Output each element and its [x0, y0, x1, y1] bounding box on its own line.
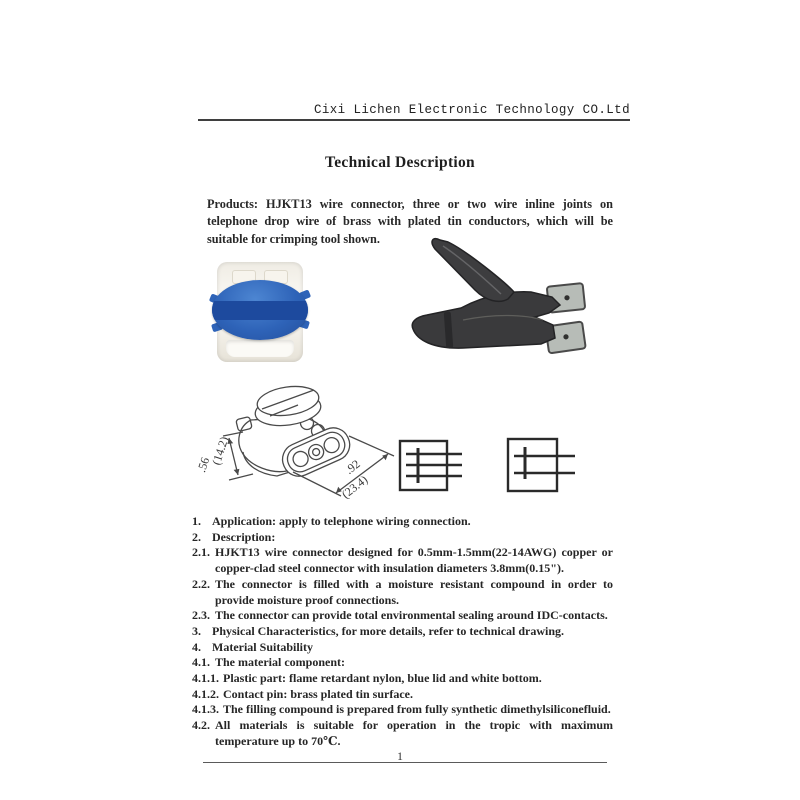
- list-item: [192, 530, 613, 546]
- list-item: [192, 545, 613, 576]
- list-item-number: 3.: [192, 623, 201, 638]
- company-name: Cixi Lichen Electronic Technology CO.Ltd: [313, 103, 630, 117]
- connector-sketch: [236, 383, 355, 482]
- schematic-two-wire: [508, 439, 575, 491]
- list-item: [192, 514, 613, 530]
- connector-skirt: [226, 340, 294, 357]
- technical-drawing: [185, 374, 620, 512]
- crimping-tool-photo: [403, 236, 595, 358]
- list-item: [192, 687, 613, 703]
- tool-body: [412, 292, 560, 348]
- list-item-number: 4.1.1.: [192, 671, 219, 686]
- connector-blue-lid: [212, 280, 308, 340]
- list-item-number: 4.1.2.: [192, 686, 219, 701]
- footer-rule: [203, 762, 607, 763]
- list-item-text: Description:: [212, 529, 276, 544]
- spec-list: [192, 514, 613, 750]
- list-item-text: The filling compound is prepared from fully synthetic dimethylsiliconefluid.: [223, 702, 611, 717]
- list-item-text: HJKT13 wire connector designed for 0.5mm-1.5mm(22-14AWG) copper or copper-clad steel connector with insulation diameters 3.8mm(0.15").: [215, 545, 613, 576]
- list-item-text: Material Suitability: [212, 639, 313, 654]
- list-item-number: 1.: [192, 514, 201, 528]
- company-header: [198, 103, 630, 121]
- list-item-text: Plastic part: flame retardant nylon, blue lid and white bottom.: [223, 671, 542, 686]
- list-item-text: All materials is suitable for operation in the tropic with maximum temperature up to 70℃.: [215, 718, 613, 748]
- list-item-number: 2.: [192, 529, 201, 544]
- list-item-text: The connector is filled with a moisture resistant compound in order to provide moisture proof connections.: [215, 576, 613, 607]
- list-item-text: The material component:: [215, 655, 345, 670]
- list-item: [192, 655, 613, 671]
- connector-lid-band: [212, 301, 308, 320]
- list-item: [192, 718, 613, 749]
- list-item-text: The connector can provide total environmental sealing around IDC-contacts.: [215, 608, 608, 623]
- dim-length-mm: (23.4): [338, 472, 371, 502]
- list-item: [192, 624, 613, 640]
- list-item-number: 2.3.: [192, 608, 210, 623]
- list-item-number: 2.2.: [192, 576, 210, 591]
- schematic-three-wire: [400, 441, 462, 490]
- list-item-number: 2.1.: [192, 545, 210, 560]
- list-item: [192, 671, 613, 687]
- list-item-number: 4.2.: [192, 718, 210, 733]
- products-paragraph: Products: HJKT13 wire connector, three or two wire inline joints on telephone drop wire of brass with plated tin conductors, which will be suitable for crimping tool shown.: [207, 197, 613, 246]
- list-item-text: Physical Characteristics, for more details, refer to technical drawing.: [212, 623, 565, 638]
- list-item-number: 4.1.3.: [192, 702, 219, 717]
- connector-photo: [212, 259, 308, 365]
- page-number: 1: [397, 749, 403, 763]
- list-item: [192, 577, 613, 608]
- list-item: [192, 702, 613, 718]
- list-item-text: Application: apply to telephone wiring connection.: [212, 514, 471, 528]
- dim-length-inches: .92: [342, 456, 363, 477]
- list-item-number: 4.: [192, 639, 201, 654]
- list-item-number: 4.1.: [192, 655, 210, 670]
- list-item-text: Contact pin: brass plated tin surface.: [223, 686, 414, 701]
- page-title: Technical Description: [325, 154, 475, 171]
- list-item: [192, 608, 613, 624]
- list-item: [192, 640, 613, 656]
- dim-height-mm: (14.2): [209, 434, 232, 467]
- dim-height-inches: .56: [194, 455, 213, 475]
